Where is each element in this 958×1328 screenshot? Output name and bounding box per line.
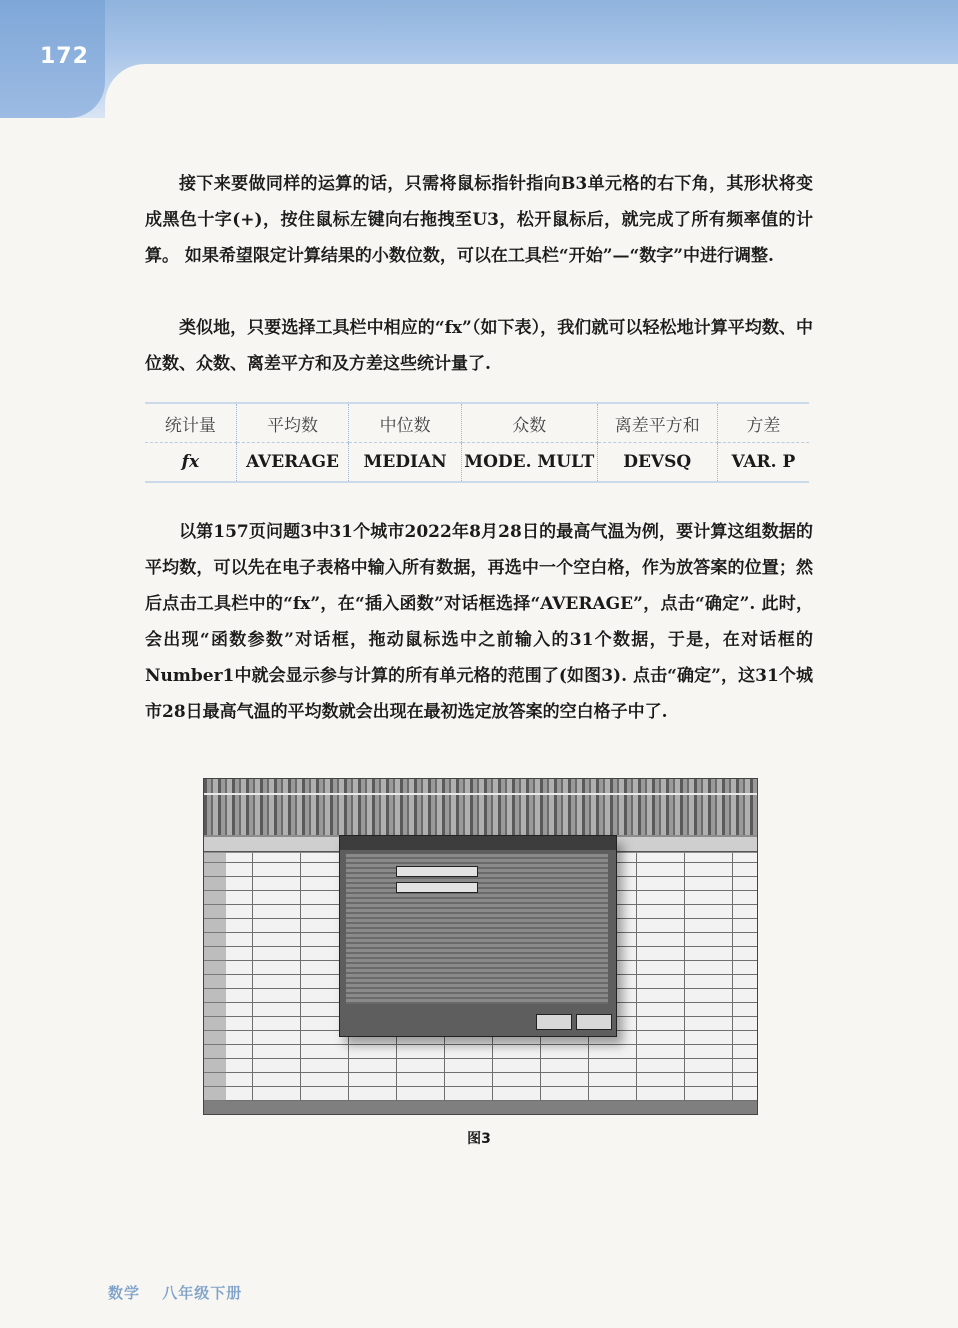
spreadsheet-screenshot-figure [203,778,758,1115]
figure-menu-divider [204,793,757,795]
table-cell: DEVSQ [597,443,717,483]
figure-number2-field [396,882,478,893]
paragraph-average-example: 以第157页问题3中31个城市2022年8月28日的最高气温为例，要计算这组数据的平均数，可以先在电子表格中输入所有数据，再选中一个空白格，作为放答案的位置；然后点击工具栏中的“fx”，在“插入函数”对话框选择“AVERAGE”，点击“确定”. 此时，会出现“函数参数”对话框，拖动鼠标选中之前输入的31个数据，于是，在对话框的Number1中就会显示参与计算的所有单元格的范围了(如图3). 点击“确定”，这31个城市28日最高气温的平均数就会出现在最初选定放答案的空白格子中了. [145,522,813,722]
footer-subject: 数学 [108,1284,141,1302]
table-row [145,443,809,483]
table-cell-fx: fx [145,443,236,483]
table-cell: AVERAGE [236,443,349,483]
statistics-function-table [145,402,809,483]
figure-cancel-button [576,1014,612,1030]
page-number-tab [0,0,105,118]
table-cell: VAR. P [717,443,809,483]
footer-grade: 八年级下册 [162,1284,243,1302]
figure-caption: 图3 [467,1131,491,1147]
table-header-cell: 方差 [717,403,809,443]
page-footer [108,1282,258,1303]
table-header-cell: 中位数 [349,403,462,443]
figure-function-arguments-dialog [339,835,617,1037]
table-header-cell: 平均数 [236,403,349,443]
figure-dialog-titlebar [340,836,616,850]
table-cell: MODE. MULT [461,443,597,483]
page-number: 172 [40,44,89,69]
figure-status-bar [204,1101,757,1114]
figure-row-headers [204,853,226,1101]
table-header-cell: 离差平方和 [597,403,717,443]
paragraph-fill-handle: 接下来要做同样的运算的话，只需将鼠标指针指向B3单元格的右下角，其形状将变成黑色十字(+)，按住鼠标左键向右拖拽至U3，松开鼠标后，就完成了所有频率值的计算。 如果希望限定计算结果的小数位数，可以在工具栏“开始”—“数字”中进行调整. [145,174,813,266]
paragraph-function-intro: 类似地，只要选择工具栏中相应的“fx”（如下表），我们就可以轻松地计算平均数、中位数、众数、离差平方和及方差这些统计量了. [145,318,813,374]
figure-number1-field [396,866,478,877]
page-header-fade [105,64,958,118]
table-cell: MEDIAN [349,443,462,483]
figure-ribbon-toolbar [204,779,757,835]
table-header-cell: 众数 [461,403,597,443]
figure-ok-button [536,1014,572,1030]
table-header-row [145,403,809,443]
table-header-cell: 统计量 [145,403,236,443]
